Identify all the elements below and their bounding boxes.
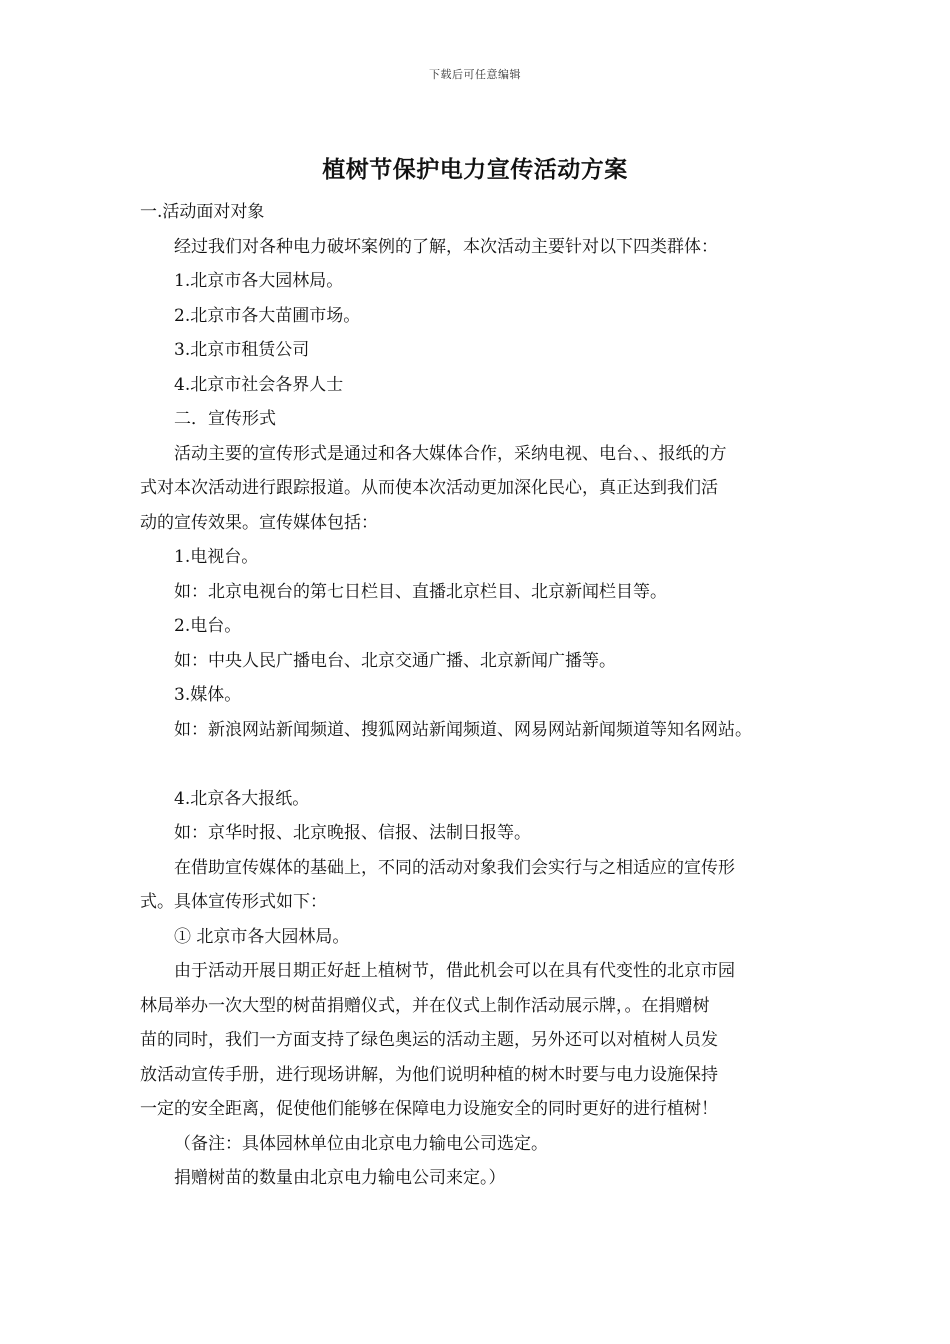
list-item: ① 北京市各大园林局。 [174,926,350,947]
section-heading-audience: 一.活动面对对象 [140,202,265,222]
example-line: 如：新浪网站新闻频道、搜狐网站新闻频道、网易网站新闻频道等知名网站。 [174,719,752,740]
paragraph-line: 放活动宣传手册，进行现场讲解，为他们说明种植的树木时要与电力设施保持 [140,1064,718,1085]
page-header-note: 下载后可任意编辑 [429,68,521,81]
paragraph-line: 动的宣传效果。宣传媒体包括： [140,512,378,533]
paragraph-line: 由于活动开展日期正好赶上植树节，借此机会可以在具有代变性的北京市园 [174,961,735,981]
example-line: 如：中央人民广播电台、北京交通广播、北京新闻广播等。 [174,650,616,671]
example-line: 如：京华时报、北京晚报、信报、法制日报等。 [174,823,531,843]
paragraph-line: 在借助宣传媒体的基础上，不同的活动对象我们会实行与之相适应的宣传形 [174,857,735,878]
paragraph-line: 式对本次活动进行跟踪报道。从而使本次活动更加深化民心，真正达到我们活 [140,478,718,498]
paragraph-line: 经过我们对各种电力破坏案例的了解，本次活动主要针对以下四类群体： [174,236,718,257]
note-line: （备注：具体园林单位由北京电力输电公司选定。 [174,1133,548,1154]
paragraph-line: 式。具体宣传形式如下： [140,892,327,912]
section-heading-publicity: 二．宣传形式 [174,409,276,429]
note-line: 捐赠树苗的数量由北京电力输电公司来定。） [174,1168,506,1188]
blank-line [140,747,810,782]
list-item: 1.电视台。 [174,547,259,567]
list-item: 3.北京市租赁公司 [174,340,310,360]
list-item: 1.北京市各大园林局。 [174,271,344,291]
list-item: 4.北京各大报纸。 [174,788,310,809]
list-item: 2.电台。 [174,616,242,636]
list-item: 2.北京市各大苗圃市场。 [174,305,361,326]
example-line: 如：北京电视台的第七日栏目、直播北京栏目、北京新闻栏目等。 [174,581,667,602]
paragraph-line: 一定的安全距离，促使他们能够在保障电力设施安全的同时更好的进行植树！ [140,1099,718,1119]
paragraph-line: 苗的同时，我们一方面支持了绿色奥运的活动主题，另外还可以对植树人员发 [140,1030,718,1050]
document-body [140,195,810,1196]
list-item: 4.北京市社会各界人士 [174,374,344,395]
paragraph-line: 活动主要的宣传形式是通过和各大媒体合作，采纳电视、电台、、报纸的方 [174,443,727,464]
paragraph-line: 林局举办一次大型的树苗捐赠仪式，并在仪式上制作活动展示牌，。在捐赠树 [140,995,710,1016]
document-title: 植树节保护电力宣传活动方案 [322,156,628,183]
list-item: 3.媒体。 [174,685,242,705]
